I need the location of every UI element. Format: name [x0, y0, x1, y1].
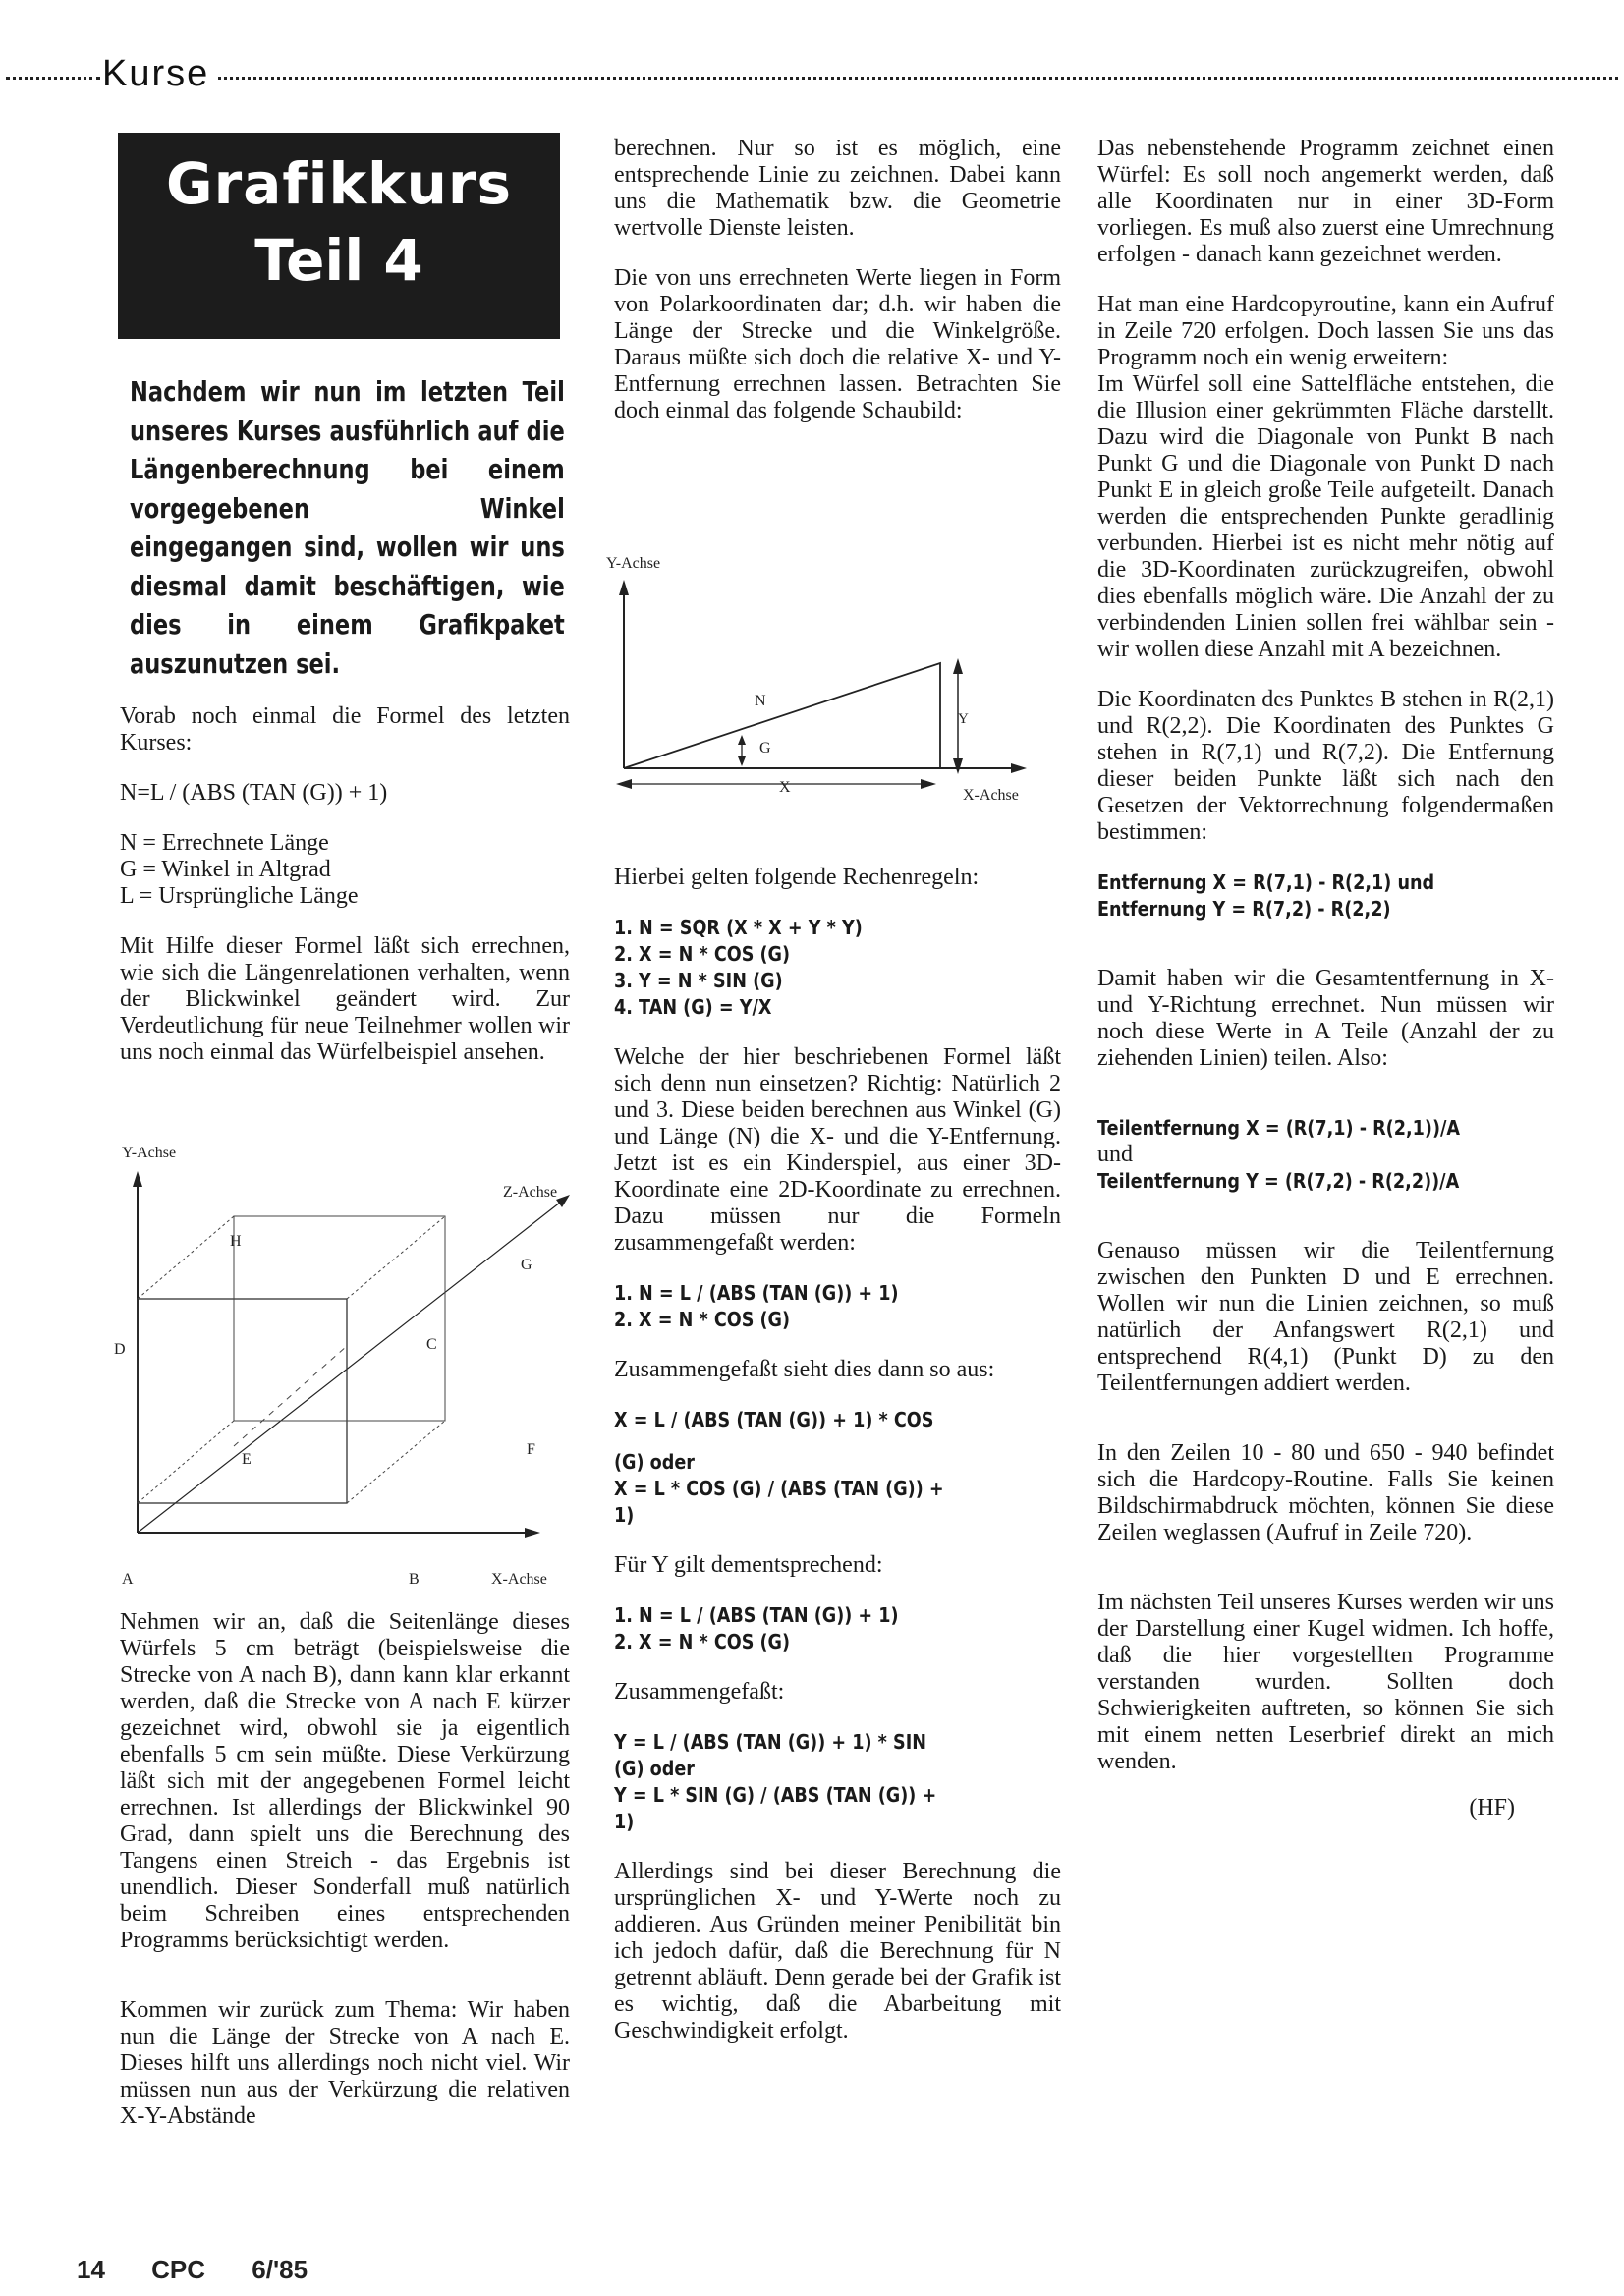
- definition-l: L = Ursprüngliche Länge: [120, 883, 359, 909]
- triangle-label-g: G: [759, 740, 771, 756]
- col3-paragraph: Die Koordinaten des Punktes B stehen in R(2,1) und R(2,2). Die Koordinaten des Punktes G stehen in R(7,1) und R(7,2). Die Entfernung dieser beiden Punkte läßt sich nach den Gesetzen der Vektorrechnung folgendermaßen bestimmen:: [1097, 687, 1554, 845]
- definition-n: N = Errechnete Länge: [120, 830, 329, 856]
- rules-code: [614, 915, 1064, 1021]
- col2-paragraph: Die von uns errechneten Werte liegen in Form von Polarkoordinaten dar; d.h. wir haben die Länge der Strecke und die Winkelgröße. Daraus müßte sich doch die relative X- und Y-Entfernung errechnen lassen. Betrachten Sie doch einmal das folgende Schaubild:: [614, 265, 1061, 423]
- triangle-y-axis-label: Y-Achse: [606, 555, 661, 572]
- cube-label-a: A: [122, 1571, 134, 1588]
- cube-y-axis-label: Y-Achse: [122, 1145, 177, 1161]
- col2-paragraph: Allerdings sind bei dieser Berechnung die ursprünglichen X- und Y-Werte noch zu addieren. Aus Gründen meiner Penibilität bin ich jedoch dafür, daß die Berechnung für N getrennt abläuft. Denn gerade bei der Grafik ist es wichtig, daß die Abarbeitung mit Geschwindigkeit erfolgt.: [614, 1859, 1061, 2044]
- col3-paragraph: Im nächsten Teil unseres Kurses werden wir uns der Darstellung einer Kugel widmen. Ich hoffe, daß die hier vorgestellten Programme verstanden wurden. Sollten doch Schwierigkeiten auftreten, so können Sie sich mit einem netten Leserbrief direkt an mich wenden.: [1097, 1590, 1554, 1774]
- col2-paragraph: Zusammengefaßt sieht dies dann so aus:: [614, 1357, 995, 1382]
- code-line: X = L * COS (G) / (ABS (TAN (G)) +: [614, 1477, 944, 1500]
- col3-paragraph: Im Würfel soll eine Sattelfläche entstehen, die die Illusion einer gekrümmten Fläche darstellt. Dazu wird die Diagonale von Punkt B nach Punkt G und die Diagonale von Punkt D nach Punkt E in gleich große Teile aufgeteilt. Danach werden die entsprechenden Punkte geradlinig verbunden. Hierbei ist es nicht mehr nötig auf die 3D-Koordinaten zurückzugreifen, obwohl dies ebenfalls möglich wäre. Die Anzahl der zu verbindenden Linien sollen frei wählbar sein - wir wollen diese Anzahl mit A bezeichnen.: [1097, 371, 1554, 662]
- col3-paragraph: In den Zeilen 10 - 80 und 650 - 940 befindet sich die Hardcopy-Routine. Falls Sie keinen Bildschirmabdruck möchten, können Sie diese Zeilen weglassen (Aufruf in Zeile 720).: [1097, 1440, 1554, 1545]
- definitions-list: [120, 830, 570, 910]
- section-label: Kurse: [102, 53, 210, 94]
- page-footer: [77, 2255, 347, 2285]
- code-line: Y = L / (ABS (TAN (G)) + 1) * SIN: [614, 1730, 926, 1754]
- col2-paragraph: Hierbei gelten folgende Rechenregeln:: [614, 865, 980, 890]
- code-line: 1. N = L / (ABS (TAN (G)) + 1): [614, 1281, 899, 1305]
- section-header: [0, 51, 1624, 110]
- cube-label-g: G: [521, 1257, 532, 1273]
- code-line: Teilentfernung X = (R(7,1) - R(2,1))/A: [1097, 1116, 1461, 1140]
- column-2-top: [614, 136, 1061, 448]
- col1-paragraph: Nehmen wir an, daß die Seitenlänge dieses Würfels 5 cm beträgt (beispielsweise die Strecke von A nach B), dann kann klar erkannt werden, daß die Strecke von A nach E kürzer gezeichnet wird, obwohl sie ja eigentlich ebenfalls 5 cm sein müßte. Diese Verkürzung läßt sich mit der angegebenen Formel leicht errechnen. Ist allerdings der Blickwinkel 90 Grad, dann spielt uns die Berechnung des Tangens einen Streich - das Ergebnis ist unendlich. Dieser Sonderfall muß natürlich beim Schreiben eines entsprechenden Programms berücksichtigt werden.: [120, 1609, 570, 1953]
- magazine-name: CPC: [151, 2255, 206, 2284]
- col3-paragraph: Genauso müssen wir die Teilentfernung zwischen den Punkten D und E errechnen. Wollen wir nun die Linien zeichnen, so muß natürlich der Anfangswert R(2,1) und entsprechend R(4,1) (Punkt D) zu den Teilentfernungen addiert werden.: [1097, 1238, 1554, 1396]
- col3-paragraph: Hat man eine Hardcopyroutine, kann ein Aufruf in Zeile 720 erfolgen. Doch lassen Sie uns das Programm noch ein wenig erweitern:: [1097, 292, 1554, 370]
- col1-paragraph: Vorab noch einmal die Formel des letzten Kurses:: [120, 703, 570, 756]
- cube-label-c: C: [426, 1336, 437, 1353]
- col1-formula: N=L / (ABS (TAN (G)) + 1): [120, 780, 388, 806]
- code-line: (G) oder: [614, 1757, 695, 1780]
- cube-z-axis-label: Z-Achse: [503, 1184, 558, 1201]
- cube-label-d: D: [114, 1341, 126, 1358]
- cube-label-f: F: [527, 1441, 535, 1458]
- triangle-x-axis-label: X-Achse: [963, 787, 1019, 804]
- author-signature: (HF): [1469, 1795, 1515, 1820]
- col2-paragraph: berechnen. Nur so ist es möglich, eine entsprechende Linie zu zeichnen. Dabei kann uns die Mathematik bzw. die Geometrie wertvolle Dienste leisten.: [614, 136, 1061, 241]
- code-line: Y = L * SIN (G) / (ABS (TAN (G)) +: [614, 1783, 937, 1807]
- code-line: Entfernung X = R(7,1) - R(2,1) und: [1097, 870, 1435, 894]
- code-line: 2. X = N * COS (G): [614, 942, 791, 966]
- lead-paragraph: Nachdem wir nun im letzten Teil unseres Kurses ausführlich auf die Längenberechnung bei einem vorgegebenen Winkel eingegangen sind, wollen wir uns diesmal damit beschäftigen, wie dies in einem Grafikpaket auszunutzen sei.: [130, 376, 565, 680]
- column-2-middle: [614, 865, 1061, 2068]
- issue-number: 6/'85: [252, 2255, 308, 2284]
- triangle-label-y: Y: [958, 711, 969, 727]
- col1-paragraph: Mit Hilfe dieser Formel läßt sich errechnen, wie sich die Längenrelationen verhalten, wenn der Blickwinkel geändert wird. Zur Verdeutlichung für neue Teilnehmer wollen wir uns noch einmal das Würfelbeispiel ansehen.: [120, 933, 570, 1065]
- code-block-4: [614, 1729, 1064, 1835]
- column-1-top: [120, 703, 570, 1090]
- triangle-diagram: [604, 550, 1066, 815]
- code-block-3: [614, 1602, 1064, 1655]
- code-line: X = L / (ABS (TAN (G)) + 1) * COS: [614, 1408, 934, 1431]
- column-3: [1097, 136, 1554, 1821]
- triangle-label-n: N: [755, 693, 766, 709]
- col2-paragraph: Zusammengefaßt:: [614, 1679, 785, 1705]
- code-line: 1): [614, 1503, 635, 1527]
- code-line: 1): [614, 1810, 635, 1833]
- title-line-1: Grafikkurs: [165, 150, 513, 217]
- cube-label-h: H: [230, 1233, 242, 1250]
- code-block-2: [614, 1407, 1064, 1529]
- code-line: 1. N = SQR (X * X + Y * Y): [614, 916, 863, 939]
- col3-paragraph: Damit haben wir die Gesamtentfernung in X- und Y-Richtung errechnet. Nun müssen wir noch diese Werte in A Teile (Anzahl der zu ziehenden Linien) teilen. Also:: [1097, 966, 1554, 1071]
- page-number: 14: [77, 2255, 105, 2284]
- col3-paragraph: Das nebenstehende Programm zeichnet einen Würfel: Es soll noch angemerkt werden, daß alle Koordinaten nur in einer 3D-Form vorliegen. Es muß also zuerst eine Umrechnung erfolgen - danach kann gezeichnet werden.: [1097, 136, 1554, 267]
- title-box: [118, 133, 560, 339]
- cube-label-e: E: [242, 1451, 252, 1468]
- title-line-2: Teil 4: [254, 227, 423, 294]
- col1-paragraph: Kommen wir zurück zum Thema: Wir haben nun die Länge der Strecke von A nach E. Dieses hilft uns allerdings noch nicht viel. Wir müssen nun aus der Verkürzung die relativen X-Y-Abstände: [120, 1997, 570, 2129]
- cube-label-b: B: [409, 1571, 420, 1588]
- col3-code-block-1: [1097, 869, 1547, 923]
- cube-x-axis-label: X-Achse: [491, 1571, 547, 1588]
- col2-paragraph: Welche der hier beschriebenen Formel läßt sich denn nun einsetzen? Richtig: Natürlich 2 und 3. Diese beiden berechnen aus Winkel (G) und Länge (N) die X- und die Y-Entfernung. Jetzt ist es ein Kinderspiel, aus einer 3D-Koordinate eine 2D-Koordinate zu errechnen. Dazu müssen nur die Formeln zusammengefaßt werden:: [614, 1044, 1061, 1256]
- dotted-rule-right: [218, 77, 1618, 80]
- cube-diagram: [108, 1140, 580, 1601]
- code-line: Teilentfernung Y = (R(7,2) - R(2,2))/A: [1097, 1169, 1460, 1193]
- code-line: (G) oder: [614, 1450, 695, 1474]
- col2-paragraph: Für Y gilt dementsprechend:: [614, 1552, 883, 1578]
- code-line: 2. X = N * COS (G): [614, 1630, 791, 1653]
- triangle-label-x: X: [779, 779, 791, 796]
- col3-code-block-2: [1097, 1115, 1554, 1195]
- code-block-1: [614, 1280, 1064, 1333]
- column-1-bottom: [120, 1609, 570, 2154]
- code-separator: und: [1097, 1142, 1133, 1167]
- code-line: 2. X = N * COS (G): [614, 1308, 791, 1331]
- code-line: 1. N = L / (ABS (TAN (G)) + 1): [614, 1603, 899, 1627]
- code-line: 4. TAN (G) = Y/X: [614, 995, 772, 1019]
- code-line: Entfernung Y = R(7,2) - R(2,2): [1097, 897, 1391, 921]
- code-line: 3. Y = N * SIN (G): [614, 969, 783, 992]
- definition-g: G = Winkel in Altgrad: [120, 857, 331, 882]
- dotted-rule-left: [6, 77, 100, 80]
